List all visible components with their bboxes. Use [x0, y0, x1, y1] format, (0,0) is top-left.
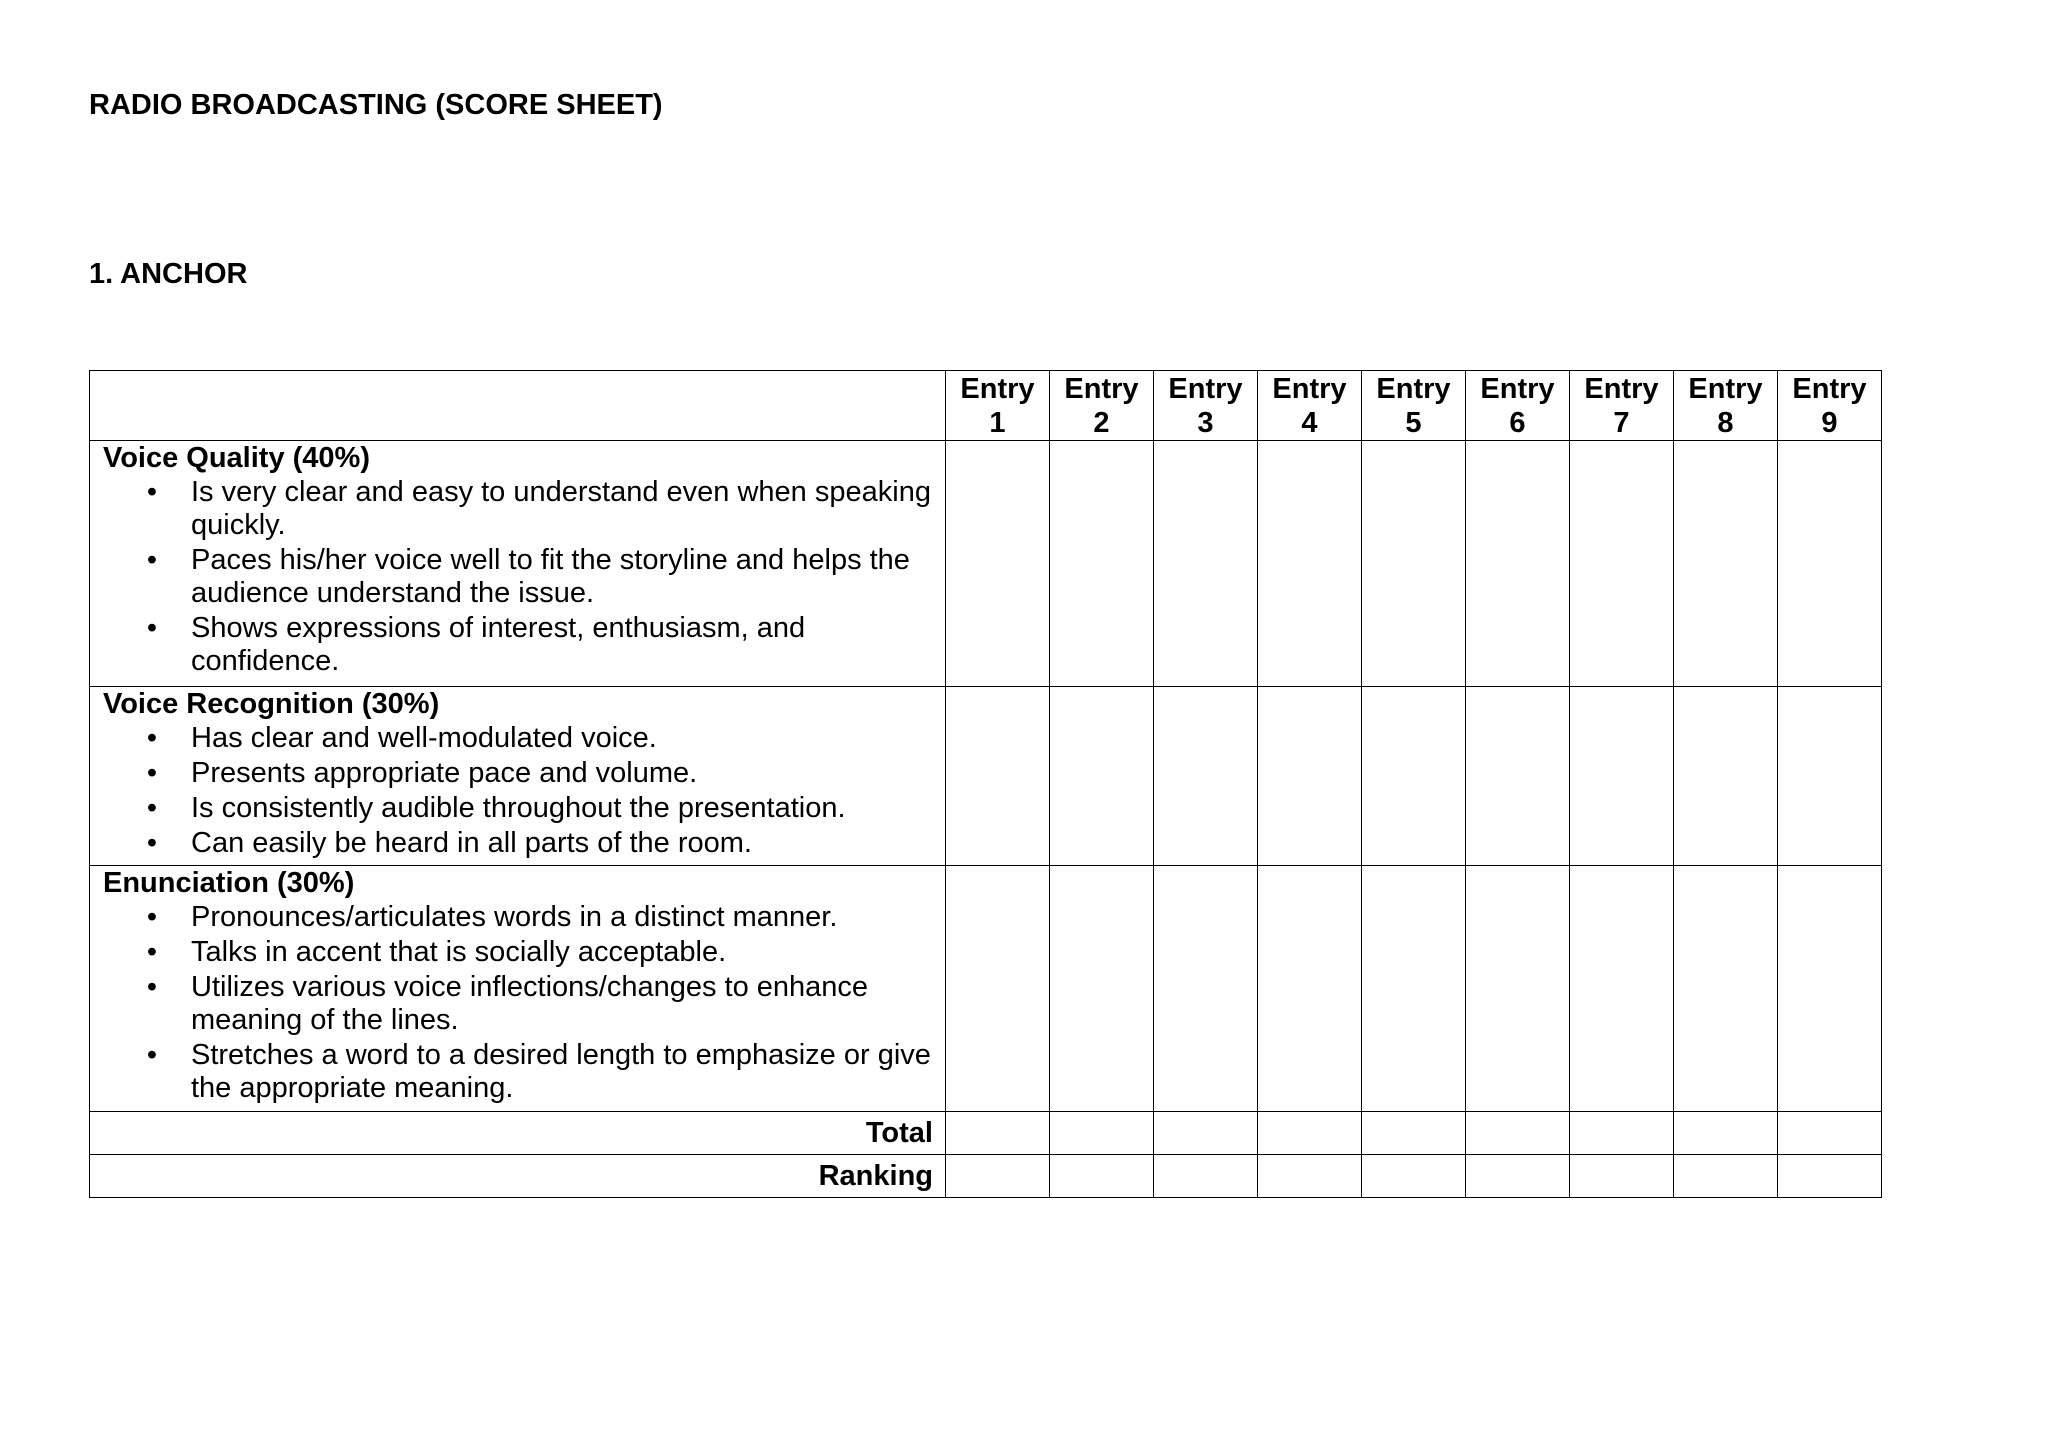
bullet-icon: • [146, 757, 158, 789]
ranking-label: Ranking [90, 1155, 946, 1198]
bullet-icon: • [146, 971, 158, 1003]
total-cell-entry-4[interactable] [1258, 1112, 1362, 1155]
entry-header-word: Entry [960, 373, 1035, 405]
table-header-row [90, 371, 1882, 441]
criterion-title: Voice Quality (40%) [103, 442, 370, 474]
score-cell-enunciation-entry-9[interactable] [1778, 866, 1882, 1112]
criterion-cell [90, 441, 946, 687]
bullet-icon: • [146, 544, 158, 576]
entry-header-word: Entry [1064, 373, 1139, 405]
total-cell-entry-1[interactable] [946, 1112, 1050, 1155]
criterion-bullet-text: Presents appropriate pace and volume. [191, 757, 698, 789]
document-title: RADIO BROADCASTING (SCORE SHEET) [89, 89, 663, 121]
criterion-bullet-item [103, 827, 933, 860]
criterion-bullet-text: Is consistently audible throughout the presentation. [191, 792, 846, 824]
score-cell-voice-quality-entry-2[interactable] [1050, 441, 1154, 687]
entry-header-word: Entry [1688, 373, 1763, 405]
criterion-bullet-list [103, 722, 933, 860]
bullet-icon: • [146, 612, 158, 644]
criterion-cell [90, 687, 946, 866]
criterion-bullet-item [103, 612, 933, 678]
criterion-bullet-text: Shows expressions of interest, enthusiasm, and confidence. [191, 612, 806, 677]
bullet-icon: • [146, 901, 158, 933]
criterion-bullet-text: Can easily be heard in all parts of the room. [191, 827, 752, 859]
entry-header-word: Entry [1376, 373, 1451, 405]
entry-header-word: Entry [1272, 373, 1347, 405]
criterion-bullet-text: Has clear and well-modulated voice. [191, 722, 657, 754]
entry-header-number: 5 [1405, 407, 1422, 439]
entry-header-number: 2 [1093, 407, 1110, 439]
score-cell-enunciation-entry-8[interactable] [1674, 866, 1778, 1112]
entry-header-number: 9 [1821, 407, 1838, 439]
bullet-icon: • [146, 827, 158, 859]
score-cell-enunciation-entry-6[interactable] [1466, 866, 1570, 1112]
ranking-cell-entry-1[interactable] [946, 1155, 1050, 1198]
entry-header-word: Entry [1480, 373, 1555, 405]
score-cell-enunciation-entry-7[interactable] [1570, 866, 1674, 1112]
criterion-bullet-list [103, 476, 933, 678]
score-cell-voice-recognition-entry-8[interactable] [1674, 687, 1778, 866]
entry-header-6 [1466, 371, 1570, 441]
criterion-bullet-text: Stretches a word to a desired length to emphasize or give the appropriate meaning. [191, 1039, 931, 1104]
criterion-bullet-item [103, 476, 933, 542]
score-cell-enunciation-entry-2[interactable] [1050, 866, 1154, 1112]
score-cell-enunciation-entry-3[interactable] [1154, 866, 1258, 1112]
criterion-bullet-item [103, 1039, 933, 1105]
bullet-icon: • [146, 476, 158, 508]
bullet-icon: • [146, 1039, 158, 1071]
score-cell-enunciation-entry-5[interactable] [1362, 866, 1466, 1112]
entry-header-word: Entry [1584, 373, 1659, 405]
ranking-cell-entry-6[interactable] [1466, 1155, 1570, 1198]
criterion-bullet-list [103, 901, 933, 1105]
total-cell-entry-6[interactable] [1466, 1112, 1570, 1155]
total-cell-entry-3[interactable] [1154, 1112, 1258, 1155]
ranking-cell-entry-5[interactable] [1362, 1155, 1466, 1198]
score-cell-voice-quality-entry-4[interactable] [1258, 441, 1362, 687]
total-cell-entry-5[interactable] [1362, 1112, 1466, 1155]
score-cell-voice-recognition-entry-1[interactable] [946, 687, 1050, 866]
total-cell-entry-7[interactable] [1570, 1112, 1674, 1155]
entry-header-number: 7 [1613, 407, 1630, 439]
entry-header-9 [1778, 371, 1882, 441]
section-heading: 1. ANCHOR [89, 258, 248, 290]
ranking-cell-entry-4[interactable] [1258, 1155, 1362, 1198]
ranking-cell-entry-8[interactable] [1674, 1155, 1778, 1198]
criterion-row-voice-recognition [90, 687, 1882, 866]
score-cell-voice-quality-entry-1[interactable] [946, 441, 1050, 687]
bullet-icon: • [146, 936, 158, 968]
score-cell-enunciation-entry-1[interactable] [946, 866, 1050, 1112]
entry-header-word: Entry [1168, 373, 1243, 405]
entry-header-number: 8 [1717, 407, 1734, 439]
score-cell-voice-quality-entry-9[interactable] [1778, 441, 1882, 687]
total-label: Total [90, 1112, 946, 1155]
entry-header-3 [1154, 371, 1258, 441]
entry-header-7 [1570, 371, 1674, 441]
score-cell-voice-recognition-entry-4[interactable] [1258, 687, 1362, 866]
entry-header-number: 6 [1509, 407, 1526, 439]
criterion-bullet-item [103, 792, 933, 825]
criterion-bullet-text: Is very clear and easy to understand even when speaking quickly. [191, 476, 931, 541]
entry-header-5 [1362, 371, 1466, 441]
entry-header-number: 1 [989, 407, 1006, 439]
total-row [90, 1112, 1882, 1155]
score-cell-voice-recognition-entry-3[interactable] [1154, 687, 1258, 866]
criterion-row-enunciation [90, 866, 1882, 1112]
entry-header-8 [1674, 371, 1778, 441]
score-cell-voice-quality-entry-3[interactable] [1154, 441, 1258, 687]
entry-header-2 [1050, 371, 1154, 441]
criterion-bullet-text: Paces his/her voice well to fit the storyline and helps the audience understand the issue. [191, 544, 910, 609]
criterion-bullet-text: Talks in accent that is socially acceptable. [191, 936, 727, 968]
criterion-bullet-text: Utilizes various voice inflections/changes to enhance meaning of the lines. [191, 971, 869, 1036]
criterion-bullet-item [103, 936, 933, 969]
criterion-row-voice-quality [90, 441, 1882, 687]
score-cell-voice-recognition-entry-6[interactable] [1466, 687, 1570, 866]
entry-header-number: 3 [1197, 407, 1214, 439]
criterion-bullet-item [103, 722, 933, 755]
score-cell-voice-recognition-entry-7[interactable] [1570, 687, 1674, 866]
total-cell-entry-8[interactable] [1674, 1112, 1778, 1155]
bullet-icon: • [146, 722, 158, 754]
ranking-cell-entry-2[interactable] [1050, 1155, 1154, 1198]
total-cell-entry-9[interactable] [1778, 1112, 1882, 1155]
ranking-cell-entry-9[interactable] [1778, 1155, 1882, 1198]
criterion-title: Voice Recognition (30%) [103, 688, 440, 720]
criterion-title: Enunciation (30%) [103, 867, 355, 899]
score-cell-voice-quality-entry-5[interactable] [1362, 441, 1466, 687]
score-cell-voice-quality-entry-6[interactable] [1466, 441, 1570, 687]
criterion-bullet-item [103, 544, 933, 610]
score-cell-enunciation-entry-4[interactable] [1258, 866, 1362, 1112]
entry-header-word: Entry [1792, 373, 1867, 405]
criterion-bullet-text: Pronounces/articulates words in a distinct manner. [191, 901, 838, 933]
bullet-icon: • [146, 792, 158, 824]
criterion-bullet-item [103, 971, 933, 1037]
criterion-bullet-item [103, 901, 933, 934]
entry-header-number: 4 [1301, 407, 1318, 439]
ranking-row [90, 1155, 1882, 1198]
ranking-cell-entry-3[interactable] [1154, 1155, 1258, 1198]
entry-header-1 [946, 371, 1050, 441]
score-cell-voice-recognition-entry-9[interactable] [1778, 687, 1882, 866]
criterion-bullet-item [103, 757, 933, 790]
score-cell-voice-recognition-entry-2[interactable] [1050, 687, 1154, 866]
entry-header-4 [1258, 371, 1362, 441]
score-cell-voice-recognition-entry-5[interactable] [1362, 687, 1466, 866]
score-table [89, 370, 1882, 1198]
criteria-header-cell [90, 371, 946, 441]
total-cell-entry-2[interactable] [1050, 1112, 1154, 1155]
score-cell-voice-quality-entry-8[interactable] [1674, 441, 1778, 687]
criterion-cell [90, 866, 946, 1112]
score-cell-voice-quality-entry-7[interactable] [1570, 441, 1674, 687]
ranking-cell-entry-7[interactable] [1570, 1155, 1674, 1198]
